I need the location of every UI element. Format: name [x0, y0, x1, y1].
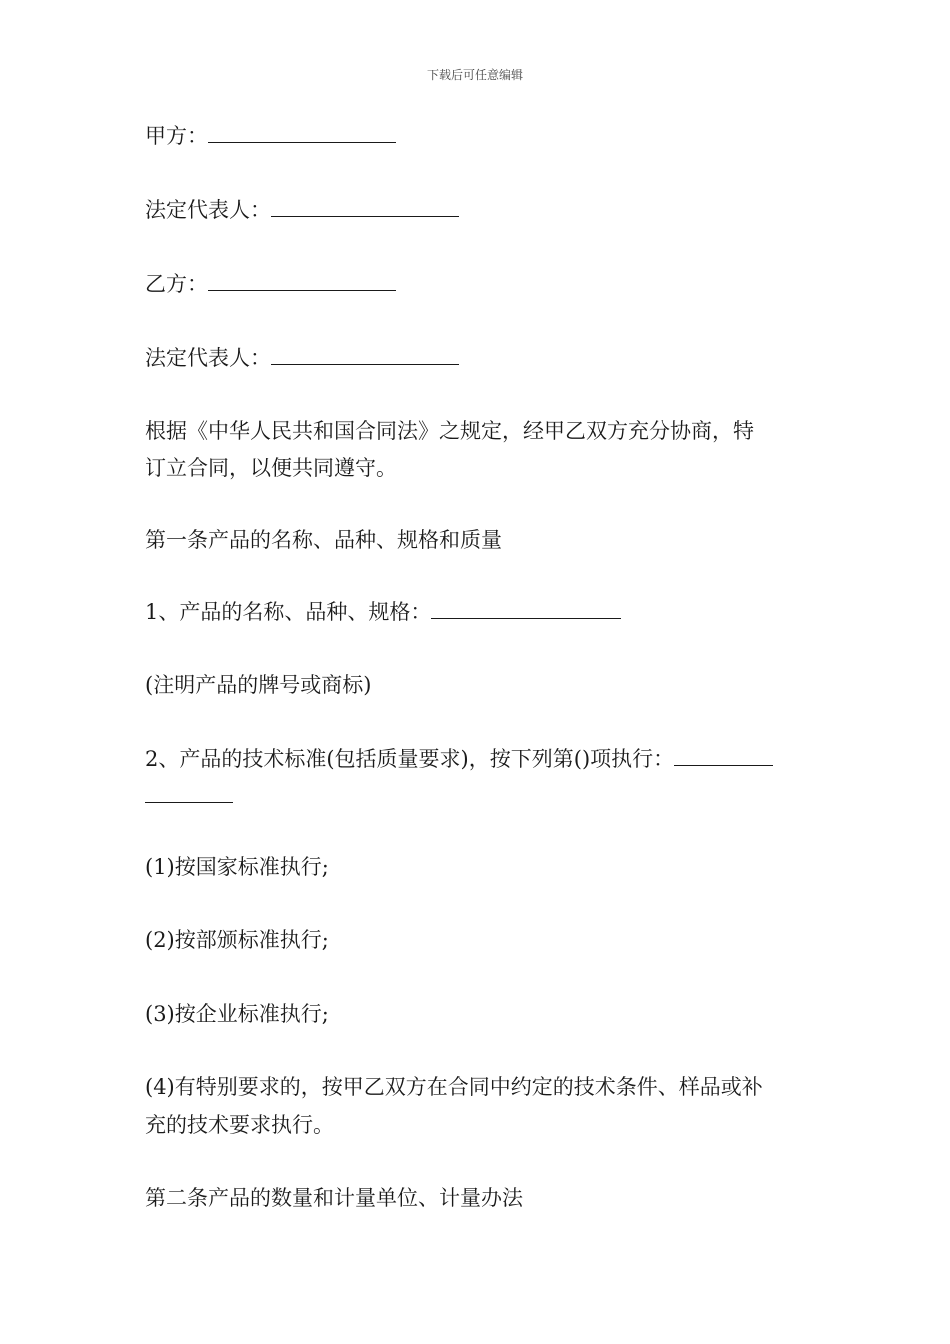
option-1: (1)按国家标准执行;: [145, 855, 329, 879]
option-4-line-1: (4)有特别要求的，按甲乙双方在合同中约定的技术条件、样品或补: [145, 1075, 763, 1099]
preamble-line-2: 订立合同，以便共同遵守。: [145, 456, 397, 480]
brand-note: (注明产品的牌号或商标): [145, 673, 372, 697]
article-2-heading: 第二条产品的数量和计量单位、计量办法: [145, 1186, 523, 1210]
option-2: (2)按部颁标准执行;: [145, 928, 329, 952]
party-b-blank[interactable]: [208, 272, 396, 291]
party-b-representative-blank[interactable]: [271, 346, 459, 365]
party-a-label: 甲方：: [145, 124, 208, 148]
page-header-note: 下载后可任意编辑: [426, 68, 523, 82]
technical-standard-blank[interactable]: [674, 747, 773, 766]
party-b-label: 乙方：: [145, 272, 208, 296]
party-a-representative-blank[interactable]: [271, 198, 459, 217]
product-name-label: 1、产品的名称、品种、规格：: [145, 600, 432, 624]
party-a-representative-line: [145, 192, 810, 228]
article-1-heading: 第一条产品的名称、品种、规格和质量: [145, 528, 502, 552]
technical-standard-line: [145, 741, 810, 777]
party-b-representative-label: 法定代表人：: [145, 346, 271, 370]
technical-standard-label: 2、产品的技术标准(包括质量要求)，按下列第()项执行：: [145, 747, 675, 771]
party-a-representative-label: 法定代表人：: [145, 198, 271, 222]
product-name-blank[interactable]: [431, 600, 621, 619]
party-b-representative-line: [145, 340, 810, 376]
technical-standard-blank-continued[interactable]: [145, 784, 233, 803]
party-a-blank[interactable]: [208, 124, 396, 143]
option-4-line-2: 充的技术要求执行。: [145, 1113, 334, 1137]
party-a-line: [145, 118, 810, 154]
party-b-line: [145, 266, 810, 302]
technical-standard-continuation: [145, 778, 810, 814]
product-name-line: [145, 594, 810, 630]
preamble-line-1: 根据《中华人民共和国合同法》之规定，经甲乙双方充分协商，特: [145, 419, 754, 443]
option-3: (3)按企业标准执行;: [145, 1002, 329, 1026]
